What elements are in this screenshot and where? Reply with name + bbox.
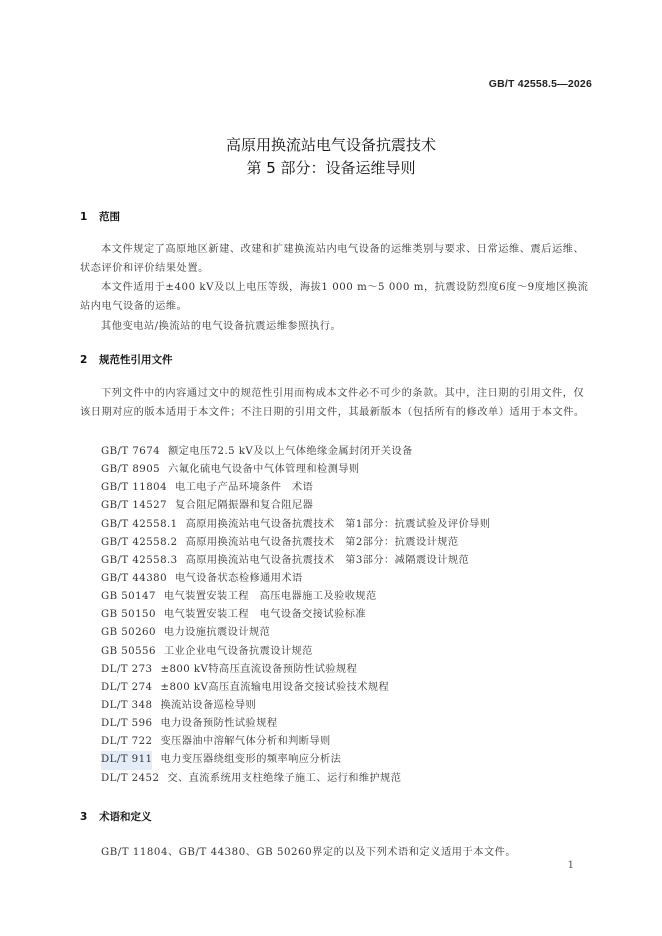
reference-code: DL/T 722 bbox=[101, 736, 153, 748]
reference-code: GB 50147 bbox=[101, 591, 156, 603]
reference-code: GB/T 42558.1 bbox=[101, 518, 178, 530]
reference-code: DL/T 2452 bbox=[101, 772, 160, 784]
reference-title: 电气装置安装工程 高压电器施工及验收规范 bbox=[163, 591, 377, 603]
list-item bbox=[101, 479, 490, 497]
paragraph: 本文件规定了高原地区新建、改建和扩建换流站内电气设备的运维类别与要求、日常运维、震后运维、状态评价和评价结果处置。 bbox=[80, 244, 585, 274]
reference-code: DL/T 273 bbox=[101, 663, 153, 675]
reference-title: ±800 kV高压直流输电用设备交接试验技术规程 bbox=[160, 681, 390, 693]
reference-title: 六氟化硫电气设备中气体管理和检测导则 bbox=[168, 464, 360, 476]
reference-title: 电气装置安装工程 电气设备交接试验标准 bbox=[163, 609, 366, 621]
section-title: 规范性引用文件 bbox=[99, 354, 173, 366]
reference-code: GB/T 8905 bbox=[101, 464, 161, 476]
reference-title: 高原用换流站电气设备抗震技术 第2部分：抗震设计规范 bbox=[185, 536, 459, 548]
list-item bbox=[101, 606, 490, 624]
reference-title: 电气设备状态检修通用术语 bbox=[175, 572, 303, 584]
list-item bbox=[101, 679, 490, 697]
reference-code: GB/T 14527 bbox=[101, 500, 167, 512]
section-title: 范围 bbox=[99, 211, 120, 223]
reference-code: GB/T 42558.2 bbox=[101, 536, 178, 548]
paragraph: 下列文件中的内容通过文中的规范性引用而构成本文件必不可少的条款。其中，注日期的引用文件，仅该日期对应的版本适用于本文件；不注日期的引用文件，其最新版本（包括所有的修改单）适用于本文件。 bbox=[80, 388, 585, 418]
reference-code: DL/T 596 bbox=[101, 718, 153, 730]
reference-title: 电工电子产品环境条件 术语 bbox=[175, 482, 314, 494]
paragraph: 其他变电站/换流站的电气设备抗震运维参照执行。 bbox=[101, 321, 342, 332]
reference-title: 复合阻尼隔振器和复合阻尼器 bbox=[175, 500, 314, 512]
reference-title: 额定电压72.5 kV及以上气体绝缘金属封闭开关设备 bbox=[168, 446, 413, 457]
list-item bbox=[101, 534, 490, 552]
reference-code: DL/T 348 bbox=[101, 699, 153, 711]
section-heading-terms bbox=[80, 809, 152, 824]
page-number: 1 bbox=[567, 860, 574, 871]
list-item bbox=[101, 697, 490, 715]
list-item bbox=[101, 497, 490, 515]
list-item bbox=[101, 443, 490, 461]
list-item bbox=[101, 516, 490, 534]
reference-code: DL/T 911 bbox=[101, 751, 152, 769]
list-item bbox=[101, 661, 490, 679]
reference-code: GB 50150 bbox=[101, 609, 156, 621]
section-title: 术语和定义 bbox=[99, 811, 152, 823]
paragraph: 本文件适用于±400 kV及以上电压等级，海拔1 000 m～5 000 m，抗震设防烈度6度～9度地区换流站内电气设备的运维。 bbox=[80, 282, 589, 312]
reference-title: 交、直流系统用支柱绝缘子施工、运行和维护规范 bbox=[167, 772, 402, 784]
reference-code: GB/T 11804 bbox=[101, 482, 167, 494]
section-number: 3 bbox=[80, 811, 88, 823]
list-item bbox=[101, 588, 490, 606]
paragraph: GB/T 11804、GB/T 44380、GB 50260界定的以及下列术语和定义适用于本文件。 bbox=[101, 847, 517, 858]
reference-code: GB 50260 bbox=[101, 627, 156, 639]
reference-title: 高原用换流站电气设备抗震技术 第3部分：减隔震设计规范 bbox=[185, 554, 470, 566]
list-item bbox=[101, 552, 490, 570]
list-item bbox=[101, 751, 490, 769]
list-item bbox=[101, 643, 490, 661]
reference-title: 换流站设备巡检导则 bbox=[160, 699, 257, 711]
reference-title: 电力变压器绕组变形的频率响应分析法 bbox=[160, 754, 342, 766]
section-number: 1 bbox=[80, 211, 88, 223]
list-item bbox=[101, 624, 490, 642]
reference-title: 电力设备预防性试验规程 bbox=[160, 718, 278, 730]
list-item bbox=[101, 770, 490, 788]
reference-code: GB/T 44380 bbox=[101, 572, 167, 584]
reference-title: ±800 kV特高压直流设备预防性试验规程 bbox=[160, 663, 358, 675]
reference-code: GB 50556 bbox=[101, 645, 156, 657]
section-heading-normative-references bbox=[80, 352, 173, 367]
reference-title: 高原用换流站电气设备抗震技术 第1部分：抗震试验及评价导则 bbox=[185, 518, 491, 530]
standard-number: GB/T 42558.5—2026 bbox=[488, 78, 592, 90]
list-item bbox=[101, 461, 490, 479]
document-subtitle: 第 5 部分：设备运维导则 bbox=[246, 159, 416, 177]
list-item bbox=[101, 570, 490, 588]
reference-title: 电力设施抗震设计规范 bbox=[163, 627, 271, 639]
document-title: 高原用换流站电气设备抗震技术 bbox=[225, 136, 436, 154]
reference-title: 变压器油中溶解气体分析和判断导则 bbox=[160, 736, 331, 748]
list-item bbox=[101, 733, 490, 751]
section-number: 2 bbox=[80, 354, 88, 366]
reference-title: 工业企业电气设备抗震设计规范 bbox=[163, 645, 313, 657]
reference-code: GB/T 7674 bbox=[101, 446, 161, 457]
reference-list bbox=[101, 443, 490, 788]
reference-code: GB/T 42558.3 bbox=[101, 554, 178, 566]
list-item bbox=[101, 715, 490, 733]
section-heading-scope bbox=[80, 209, 120, 224]
reference-code: DL/T 274 bbox=[101, 681, 153, 693]
